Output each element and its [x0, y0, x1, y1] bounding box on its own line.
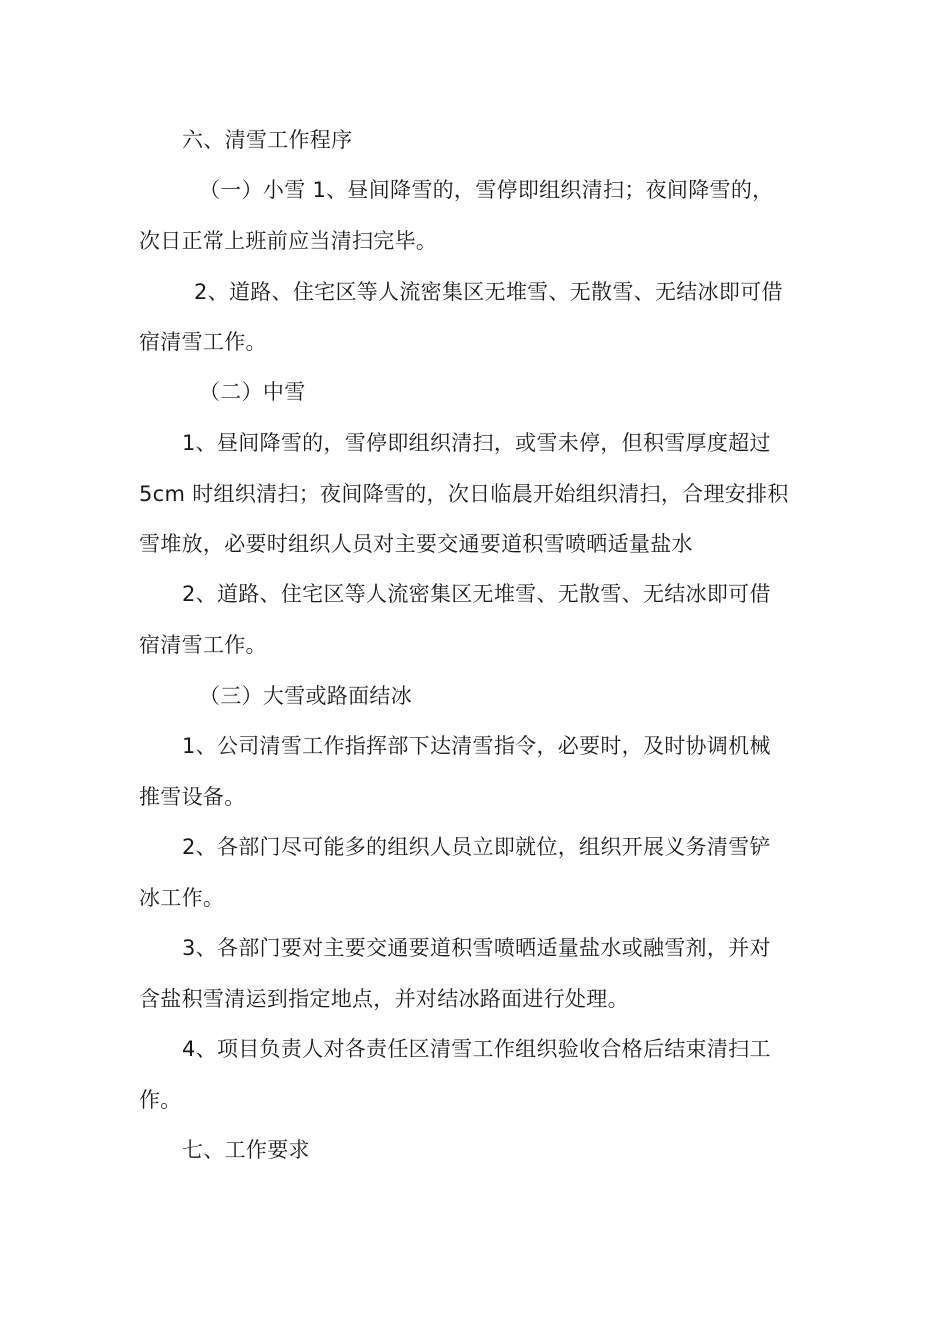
section-heading-6: 六、清雪工作程序 — [182, 128, 353, 152]
subheading-moderate-snow: （二）中雪 — [199, 380, 306, 404]
paragraph-light-snow-line-1: （一）小雪 1、昼间降雪的，雪停即组织清扫；夜间降雪的， — [199, 178, 774, 202]
paragraph-light-snow-line-2: 次日正常上班前应当清扫完毕。 — [139, 229, 438, 253]
paragraph-heavy-item2-line-2: 冰工作。 — [139, 886, 225, 910]
paragraph-heavy-item4-line-2: 作。 — [139, 1088, 182, 1112]
subheading-heavy-snow: （三）大雪或路面结冰 — [199, 684, 412, 708]
paragraph-heavy-item3-line-1: 3、各部门要对主要交通要道积雪喷晒适量盐水或融雪剂，并对 — [182, 936, 771, 960]
section-heading-7: 七、工作要求 — [182, 1138, 310, 1162]
paragraph-heavy-item2-line-1: 2、各部门尽可能多的组织人员立即就位，组织开展义务清雪铲 — [182, 835, 771, 859]
paragraph-moderate-item1-line-1: 1、昼间降雪的，雪停即组织清扫，或雪未停，但积雪厚度超过 — [182, 431, 771, 455]
paragraph-heavy-item3-line-2: 含盐积雪清运到指定地点，并对结冰路面进行处理。 — [139, 987, 629, 1011]
paragraph-moderate-item2-line-2: 宿清雪工作。 — [139, 633, 267, 657]
paragraph-heavy-item1-line-1: 1、公司清雪工作指挥部下达清雪指令，必要时，及时协调机械 — [182, 734, 771, 758]
paragraph-heavy-item4-line-1: 4、项目负责人对各责任区清雪工作组织验收合格后结束清扫工 — [182, 1037, 771, 1061]
paragraph-heavy-item1-line-2: 推雪设备。 — [139, 785, 246, 809]
paragraph-moderate-item1-line-2: 5cm 时组织清扫；夜间降雪的，次日临晨开始组织清扫，合理安排积 — [139, 482, 789, 506]
paragraph-moderate-item2-line-1: 2、道路、住宅区等人流密集区无堆雪、无散雪、无结冰即可借 — [182, 582, 771, 606]
paragraph-light-snow-item2-line-2: 宿清雪工作。 — [139, 330, 267, 354]
paragraph-moderate-item1-line-3: 雪堆放，必要时组织人员对主要交通要道积雪喷晒适量盐水 — [139, 532, 693, 556]
paragraph-light-snow-item2-line-1: 2、道路、住宅区等人流密集区无堆雪、无散雪、无结冰即可借 — [194, 280, 783, 304]
